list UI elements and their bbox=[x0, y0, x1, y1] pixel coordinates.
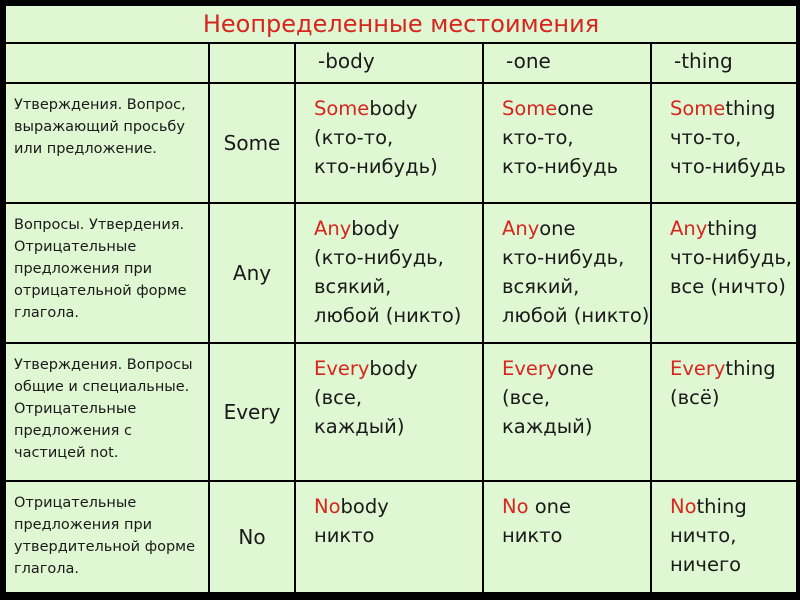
pronoun-prefix: Any bbox=[502, 217, 540, 240]
pronoun-suffix: body bbox=[369, 97, 418, 120]
pronoun-suffix: thing bbox=[725, 357, 776, 380]
pronoun bbox=[502, 492, 646, 521]
header-empty-usage bbox=[6, 44, 208, 82]
usage-no: Отрицательные предложения при утвердительной форме глагола. bbox=[6, 482, 208, 592]
pronoun bbox=[670, 492, 792, 521]
pronoun-prefix: No bbox=[502, 495, 529, 518]
pronoun-prefix: No bbox=[670, 495, 697, 518]
determiner-any: Any bbox=[210, 204, 294, 342]
pronoun-suffix: body bbox=[340, 495, 389, 518]
pronoun-suffix: thing bbox=[707, 217, 758, 240]
translation-line: любой (никто) bbox=[502, 304, 650, 327]
pronoun bbox=[314, 354, 478, 383]
translation-line: ничто, bbox=[670, 524, 737, 547]
word-someone bbox=[484, 84, 650, 202]
pronoun-table bbox=[6, 6, 794, 594]
pronoun-suffix: one bbox=[539, 217, 576, 240]
pronoun bbox=[502, 354, 646, 383]
word-no-one bbox=[484, 482, 650, 592]
translation-line: любой (никто) bbox=[314, 304, 462, 327]
pronoun-suffix: body bbox=[369, 357, 418, 380]
pronoun bbox=[314, 94, 478, 123]
translation-line: ничего bbox=[670, 553, 742, 576]
translation-line: никто bbox=[314, 524, 375, 547]
pronoun-suffix: one bbox=[557, 357, 594, 380]
word-anyone bbox=[484, 204, 650, 342]
pronoun bbox=[670, 214, 792, 243]
pronoun-prefix: Every bbox=[502, 357, 558, 380]
pronoun-prefix: Some bbox=[314, 97, 370, 120]
word-nobody bbox=[296, 482, 482, 592]
determiner-no: No bbox=[210, 482, 294, 592]
translation-line: каждый) bbox=[314, 415, 405, 438]
usage-every: Утверждения. Вопросы общие и специальные. Отрицательные предложения с частицей not. bbox=[6, 344, 208, 480]
pronoun-suffix: thing bbox=[725, 97, 776, 120]
translation-line: что-то, bbox=[670, 126, 742, 149]
translation-line: (всё) bbox=[670, 386, 720, 409]
translation-line: всякий, bbox=[314, 275, 392, 298]
pronoun-prefix: Some bbox=[502, 97, 558, 120]
pronoun-prefix: No bbox=[314, 495, 341, 518]
header-one: -one bbox=[484, 44, 650, 82]
pronoun bbox=[502, 94, 646, 123]
translation-line: никто bbox=[502, 524, 563, 547]
translation-line: (все, bbox=[314, 386, 363, 409]
table-title: Неопределенные местоимения bbox=[6, 6, 796, 42]
word-anything bbox=[652, 204, 796, 342]
usage-some: Утверждения. Вопрос, выражающий просьбу или предложение. bbox=[6, 84, 208, 202]
pronoun-suffix: body bbox=[351, 217, 400, 240]
translation-line: (все, bbox=[502, 386, 551, 409]
translation-line: всякий, bbox=[502, 275, 580, 298]
header-empty-determiner bbox=[210, 44, 294, 82]
translation-line: все (ничто) bbox=[670, 275, 786, 298]
word-nothing bbox=[652, 482, 796, 592]
pronoun-prefix: Every bbox=[314, 357, 370, 380]
pronoun-suffix: one bbox=[557, 97, 594, 120]
translation-line: каждый) bbox=[502, 415, 593, 438]
determiner-some: Some bbox=[210, 84, 294, 202]
word-something bbox=[652, 84, 796, 202]
translation-line: (кто-нибудь, bbox=[314, 246, 444, 269]
pronoun bbox=[670, 354, 792, 383]
translation-line: кто-нибудь, bbox=[502, 246, 625, 269]
pronoun-prefix: Some bbox=[670, 97, 726, 120]
word-everyone bbox=[484, 344, 650, 480]
pronoun-suffix: one bbox=[528, 495, 572, 518]
pronoun bbox=[314, 214, 478, 243]
translation-line: кто-нибудь) bbox=[314, 155, 438, 178]
word-everybody bbox=[296, 344, 482, 480]
translation-line: что-нибудь, bbox=[670, 246, 793, 269]
pronoun bbox=[314, 492, 478, 521]
pronoun bbox=[670, 94, 792, 123]
translation-line: что-нибудь bbox=[670, 155, 786, 178]
pronoun-prefix: Every bbox=[670, 357, 726, 380]
pronoun-prefix: Any bbox=[314, 217, 352, 240]
usage-any: Вопросы. Утвердения. Отрицательные предложения при отрицательной форме глагола. bbox=[6, 204, 208, 342]
word-somebody bbox=[296, 84, 482, 202]
header-thing: -thing bbox=[652, 44, 796, 82]
translation-line: (кто-то, bbox=[314, 126, 394, 149]
word-anybody bbox=[296, 204, 482, 342]
translation-line: кто-нибудь bbox=[502, 155, 619, 178]
word-everything bbox=[652, 344, 796, 480]
pronoun-prefix: Any bbox=[670, 217, 708, 240]
determiner-every: Every bbox=[210, 344, 294, 480]
translation-line: кто-то, bbox=[502, 126, 574, 149]
header-body: -body bbox=[296, 44, 482, 82]
pronoun bbox=[502, 214, 646, 243]
pronoun-suffix: thing bbox=[696, 495, 747, 518]
